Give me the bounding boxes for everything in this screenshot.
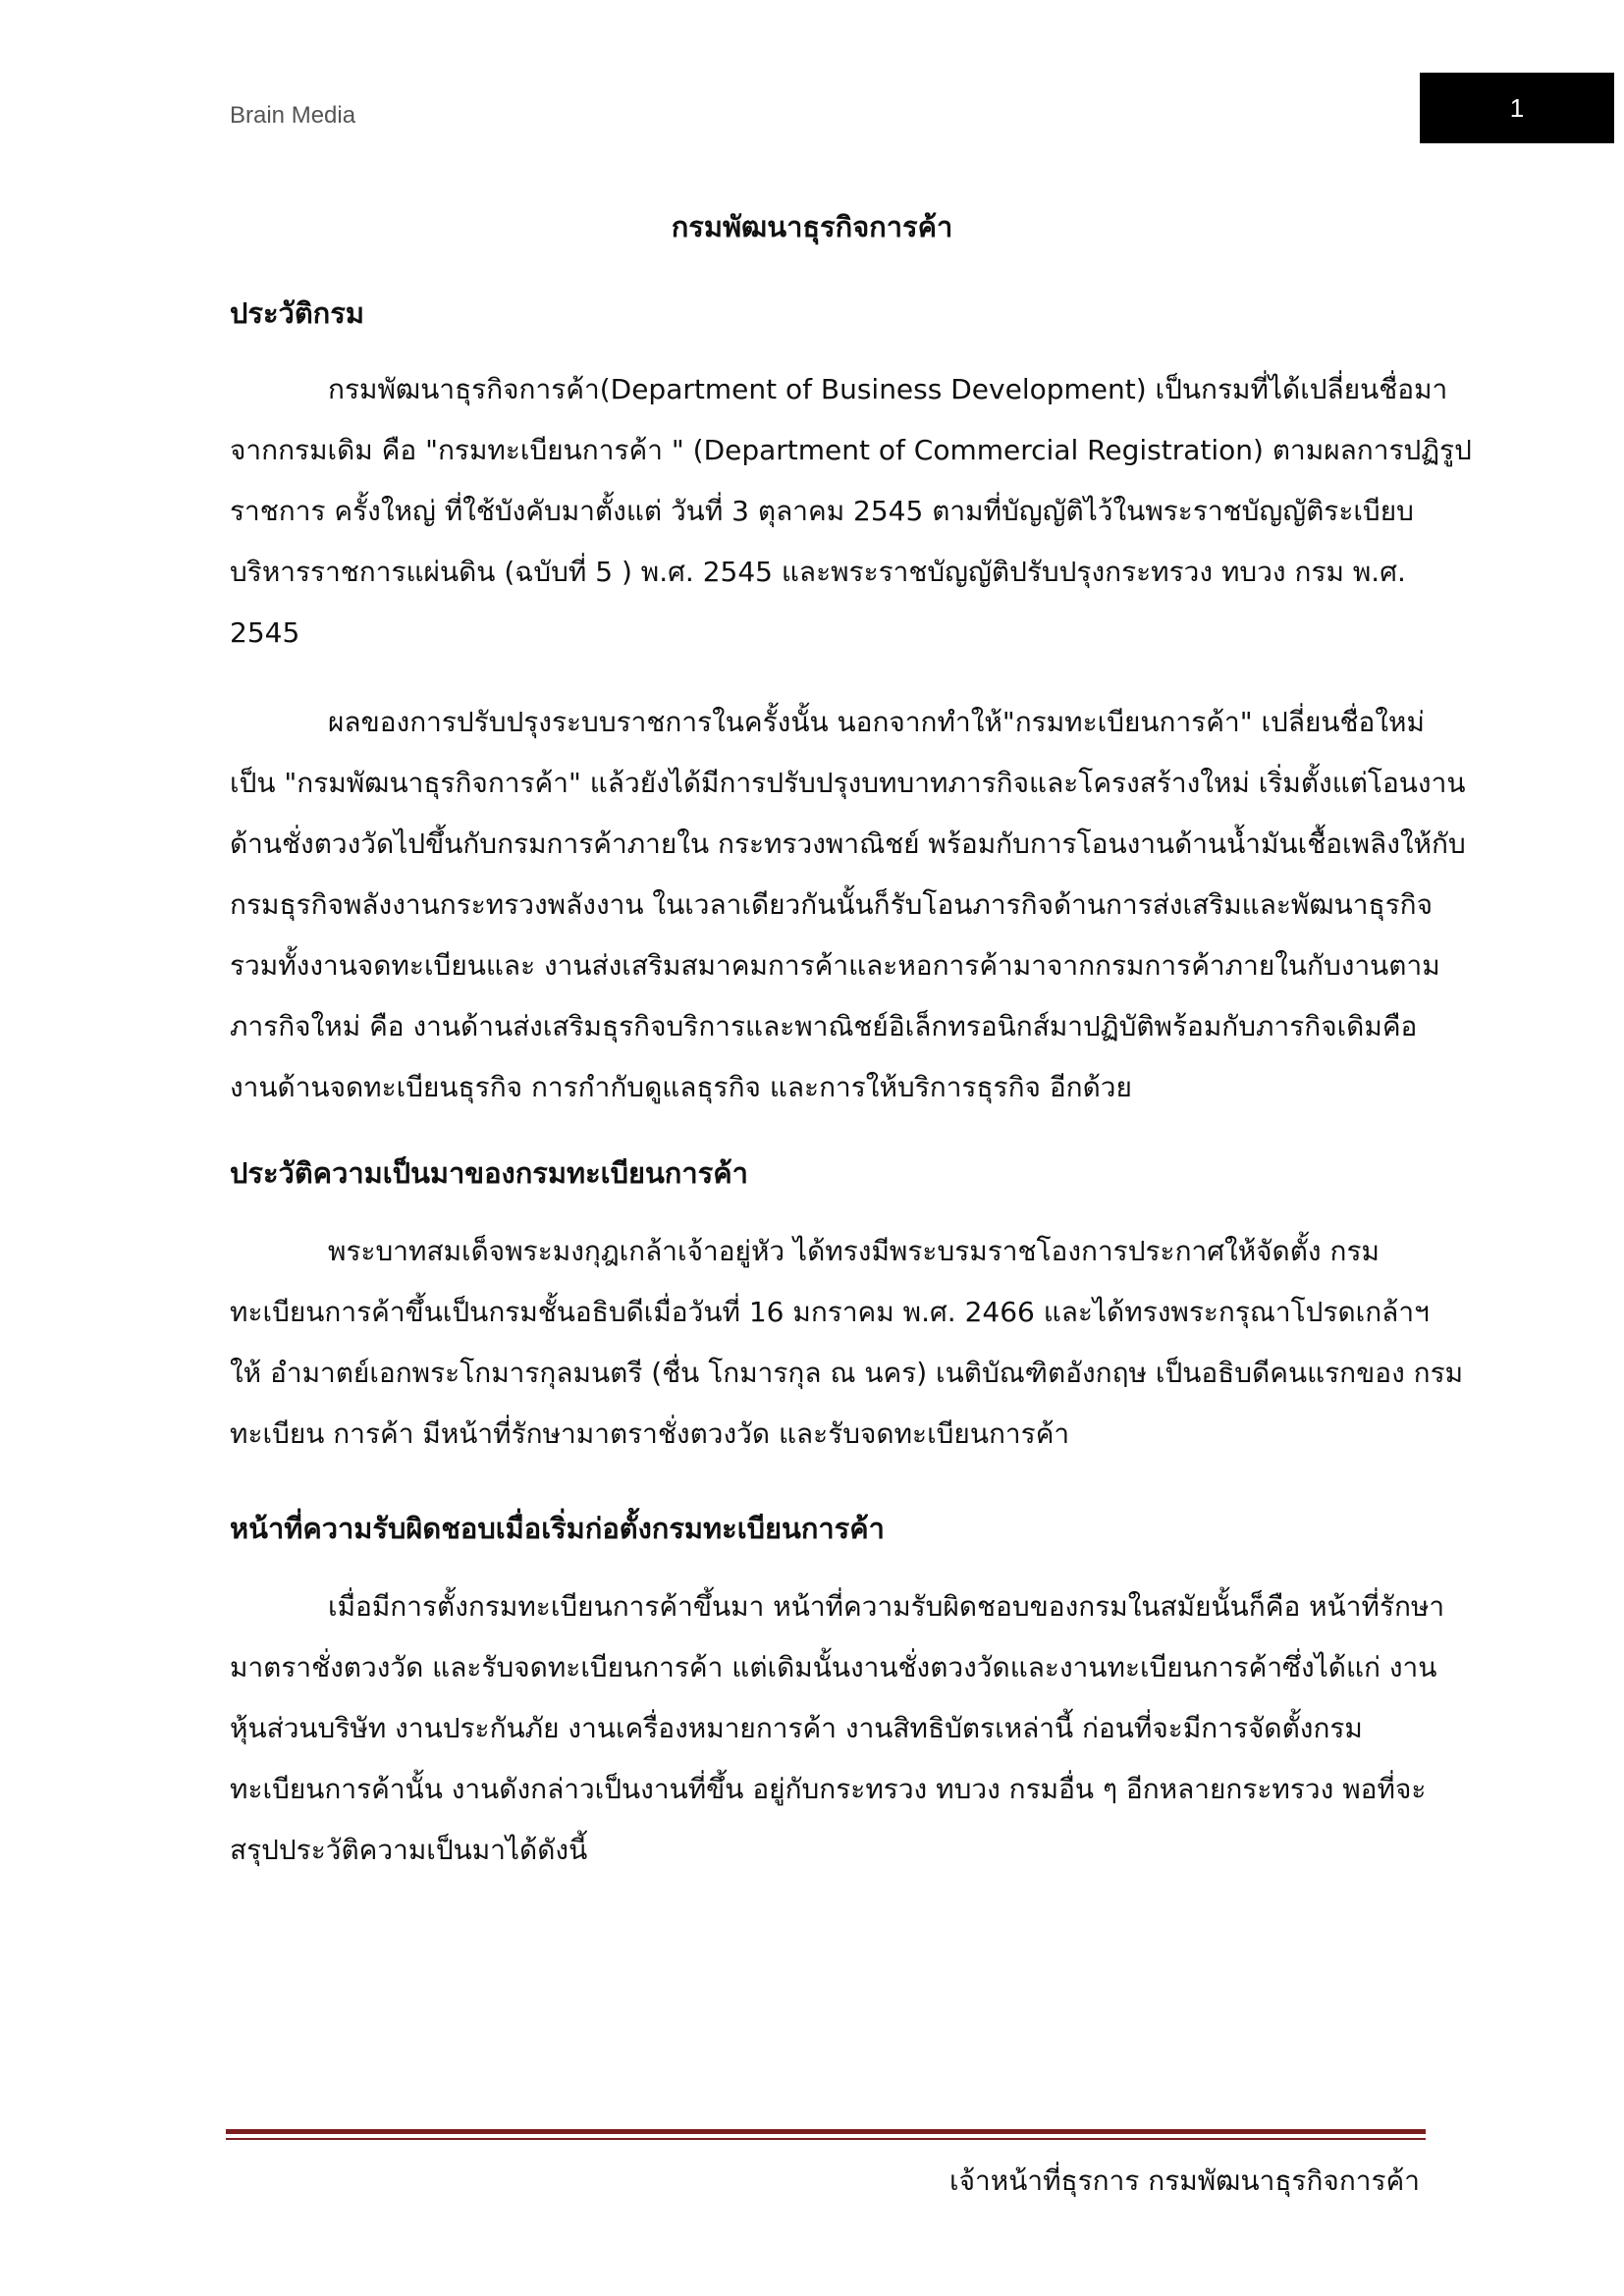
paragraph-line: ราชการ ครั้งใหญ่ ที่ใช้บังคับมาตั้งแต่ วันที่ 3 ตุลาคม 2545 ตามที่บัญญัติไว้ในพระราชบัญญัติระเบียบ [230, 495, 1414, 527]
paragraph [230, 692, 1466, 1118]
paragraph-line: 2545 [230, 616, 300, 649]
section-heading-history: ประวัติกรม [230, 296, 364, 330]
paragraph-line: พระบาทสมเด็จพระมงกุฎเกล้าเจ้าอยู่หัว ได้ทรงมีพระบรมราชโองการประกาศให้จัดตั้ง กรม [328, 1235, 1380, 1267]
paragraph-line: งานด้านจดทะเบียนธุรกิจ การกำกับดูแลธุรกิจ และการให้บริการธุรกิจ อีกด้วย [230, 1071, 1132, 1103]
paragraph-line: มาตราชั่งตวงวัด และรับจดทะเบียนการค้า แต่เดิมนั้นงานชั่งตวงวัดและงานทะเบียนการค้าซึ่งได้แก่ งาน [230, 1651, 1437, 1683]
page-title: กรมพัฒนาธุรกิจการค้า [671, 210, 953, 243]
paragraph-line: กรมธุรกิจพลังงานกระทรวงพลังงาน ในเวลาเดียวกันนั้นก็รับโอนภารกิจด้านการส่งเสริมและพัฒนาธุรกิจ [230, 888, 1434, 921]
paragraph-line: ด้านชั่งตวงวัดไปขึ้นกับกรมการค้าภายใน กระทรวงพาณิชย์ พร้อมกับการโอนงานด้านน้ำมันเชื้อเพลิงให้กับ [230, 828, 1466, 860]
footer-divider-thin [226, 2138, 1426, 2140]
paragraph-line: ภารกิจใหม่ คือ งานด้านส่งเสริมธุรกิจบริการและพาณิชย์อิเล็กทรอนิกส์มาปฏิบัติพร้อมกับภารกิจเดิมคือ [230, 1010, 1418, 1042]
paragraph-line: ทะเบียนการค้านั้น งานดังกล่าวเป็นงานที่ขึ้น อยู่กับกระทรวง ทบวง กรมอื่น ๆ อีกหลายกระทรวง พอที่จะ [230, 1773, 1427, 1805]
paragraph-line: จากกรมเดิม คือ "กรมทะเบียนการค้า " (Department of Commercial Registration) ตามผลการปฏิรูป [230, 434, 1472, 466]
paragraph-line: ให้ อำมาตย์เอกพระโกมารกุลมนตรี (ชื่น โกมารกุล ณ นคร) เนติบัณฑิตอังกฤษ เป็นอธิบดีคนแรกของ กรม [230, 1357, 1464, 1389]
paragraph-line: รวมทั้งงานจดทะเบียนและ งานส่งเสริมสมาคมการค้าและหอการค้ามาจากกรมการค้าภายในกับงานตาม [230, 949, 1440, 982]
paragraph-line: เมื่อมีการตั้งกรมทะเบียนการค้าขึ้นมา หน้าที่ความรับผิดชอบของกรมในสมัยนั้นก็คือ หน้าที่รักษา [328, 1590, 1445, 1623]
page-number: 1 [1420, 73, 1614, 143]
paragraph-line: บริหารราชการแผ่นดิน (ฉบับที่ 5 ) พ.ศ. 2545 และพระราชบัญญัติปรับปรุงกระทรวง ทบวง กรม พ.ศ. [230, 556, 1406, 588]
footer-divider [226, 2129, 1426, 2134]
paragraph-line: กรมพัฒนาธุรกิจการค้า(Department of Business Development) เป็นกรมที่ได้เปลี่ยนชื่อมา [328, 373, 1448, 405]
paragraph-line: เป็น "กรมพัฒนาธุรกิจการค้า" แล้วยังได้มีการปรับปรุงบทบาทภารกิจและโครงสร้างใหม่ เริ่มตั้งแต่โอนงาน [230, 767, 1466, 799]
paragraph-line: หุ้นส่วนบริษัท งานประกันภัย งานเครื่องหมายการค้า งานสิทธิบัตรเหล่านี้ ก่อนที่จะมีการจัดตั้งกรม [230, 1712, 1363, 1744]
paragraph-line: ผลของการปรับปรุงระบบราชการในครั้งนั้น นอกจากทำให้"กรมทะเบียนการค้า" เปลี่ยนชื่อใหม่ [328, 706, 1425, 738]
section-heading-background: ประวัติความเป็นมาของกรมทะเบียนการค้า [230, 1156, 748, 1190]
paragraph [230, 1576, 1445, 1881]
paragraph-line: สรุปประวัติความเป็นมาได้ดังนี้ [230, 1834, 588, 1866]
header-brand: Brain Media [230, 102, 356, 129]
paragraph-line: ทะเบียน การค้า มีหน้าที่รักษามาตราชั่งตวงวัด และรับจดทะเบียนการค้า [230, 1417, 1070, 1450]
paragraph-line: ทะเบียนการค้าขึ้นเป็นกรมชั้นอธิบดีเมื่อวันที่ 16 มกราคม พ.ศ. 2466 และได้ทรงพระกรุณาโปรดเกล้าฯ [230, 1296, 1430, 1328]
section-heading-responsibilities: หน้าที่ความรับผิดชอบเมื่อเริ่มก่อตั้งกรมทะเบียนการค้า [230, 1512, 885, 1545]
footer-text: เจ้าหน้าที่ธุรการ กรมพัฒนาธุรกิจการค้า [949, 2164, 1420, 2197]
paragraph [230, 1221, 1464, 1465]
paragraph [230, 359, 1472, 664]
